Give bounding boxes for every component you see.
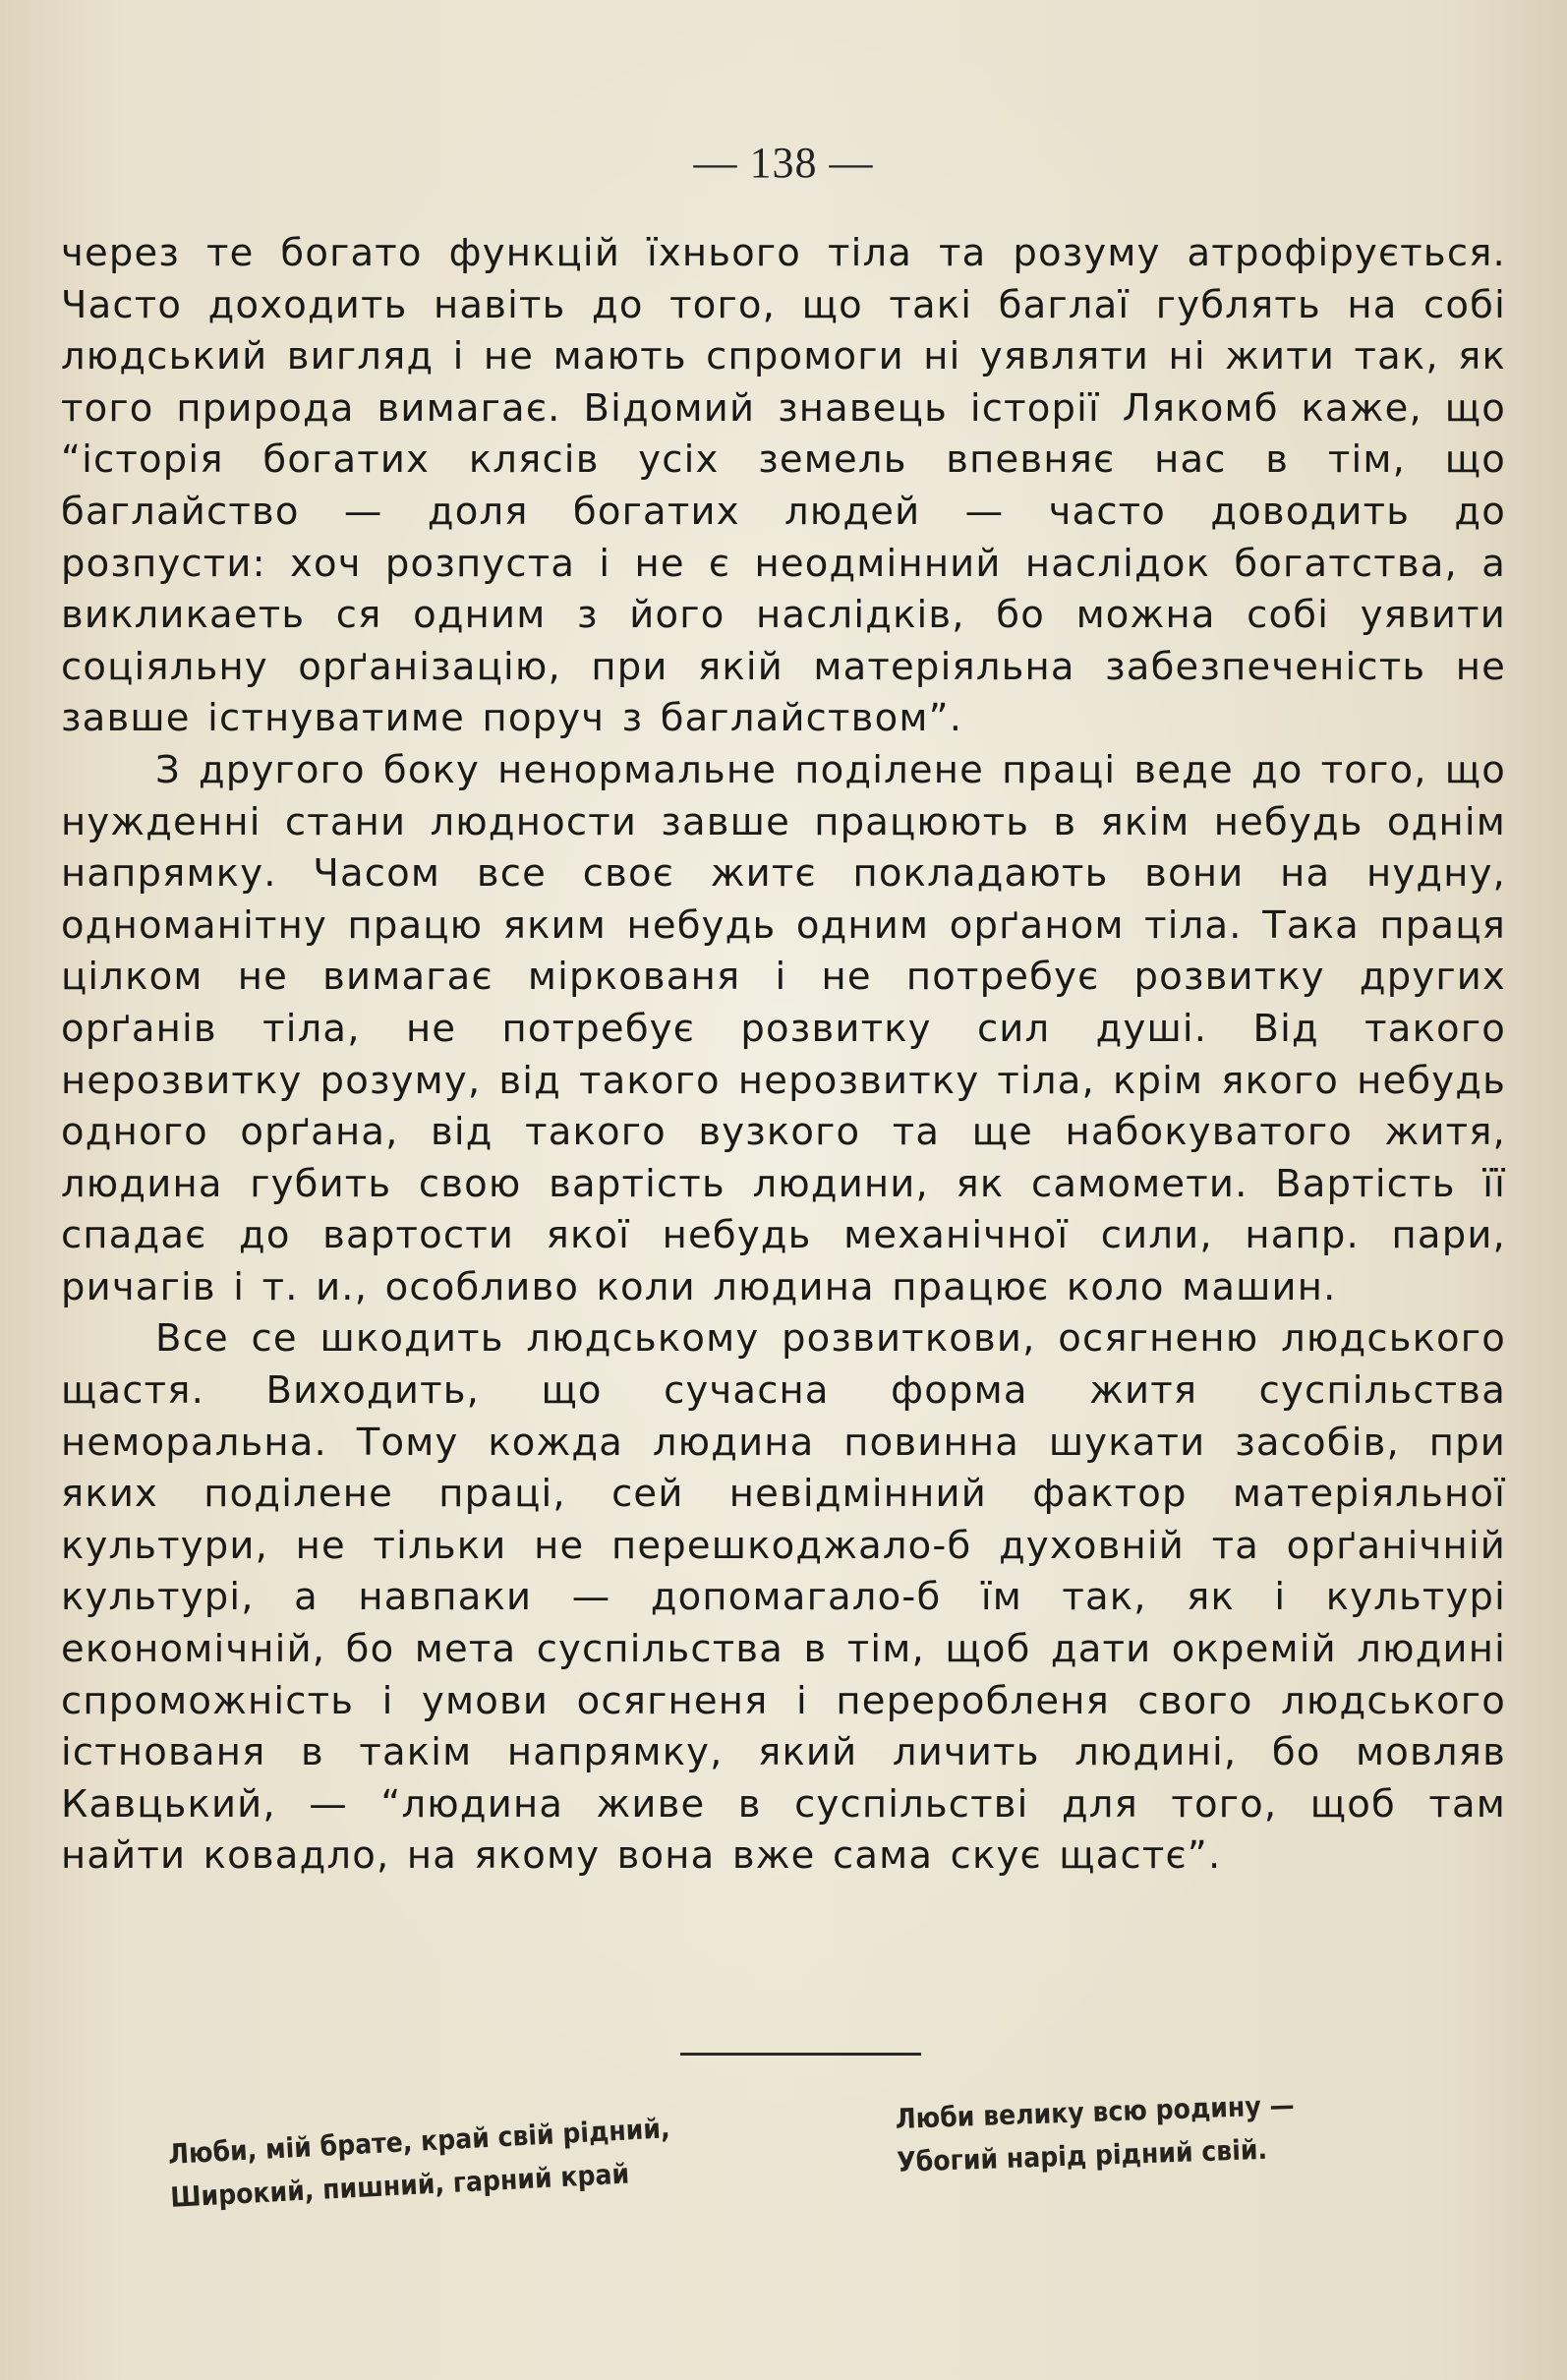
paragraph-3: Все се шкодить людському розвиткови, осягненю людського щастя. Виходить, що сучасна форма житя суспільства неморальна. Тому кожда людина повинна шукати засобів, при яких поділене праці, сей невідмінний фактор матеріяльної культури, не тільки не перешкоджало-б духовній та орґанічній культурі, а навпаки — допомагало-б їм так, як і культурі економічній, бо мета суспільства в тім, щоб дати окремій людині спроможність і умови осягненя і переробленя свого людського істнованя в такім напрямку, який личить людині, бо мовляв Кавцький, — “людина живе в суспільстві для того, щоб там найти ковадло, на якому вона вже сама скує щастє”. [61, 1316, 1506, 1879]
poem-line: Люби, мій брате, край свій рідний, [167, 2112, 671, 2171]
poem-right-stanza [895, 2084, 1297, 2184]
paragraph-1: через те богато функцій їхнього тіла та розуму атрофірується. Часто доходить навіть до того, що такі баглаї гублять на собі людський вигляд і не мають спромоги ні уявляти ні жити так, як того природа вимагає. Відомий знавець історії Лякомб каже, що “історія богатих клясів усіх земель впевняє нас в тім, що баглайство — доля богатих людей — часто доводить до розпусти: хоч розпуста і не є неодмінний наслідок богатства, а викликаеть ся одним з його наслідків, бо можна собі уявити соціяльну орґанізацію, при якій матеріяльна забезпеченість не завше істнуватиме поруч з баглайством”. [61, 231, 1506, 741]
paragraph-2: З другого боку ненормальне поділене праці веде до того, що нужденні стани людности завше працюють в якім небудь однім напрямку. Часом все своє житє покладають вони на нудну, одноманітну працю яким небудь одним орґаном тіла. Така праця цілком не вимагає міркованя і не потребує розвитку других орґанів тіла, не потребує розвитку сил душі. Від такого нерозвитку розуму, від такого нерозвитку тіла, крім якого небудь одного орґана, від такого вузкого та ще набокуватого житя, людина губить свою вартість людини, як самомети. Вартість її спадає до вартости якої небудь механічної сили, напр. пари, ричагів і т. и., особливо коли людина працює коло машин. [61, 747, 1506, 1309]
poem-line: Широкий, пишний, гарний край [169, 2157, 630, 2214]
poem-line: Убогий нарід рідний свій. [896, 2132, 1268, 2178]
body-text [61, 228, 1506, 1883]
page-number: — 138 — [693, 139, 874, 187]
poem-line: Люби велику всю родину — [895, 2088, 1296, 2135]
poem-left-stanza [167, 2107, 673, 2220]
section-divider [680, 2053, 921, 2056]
